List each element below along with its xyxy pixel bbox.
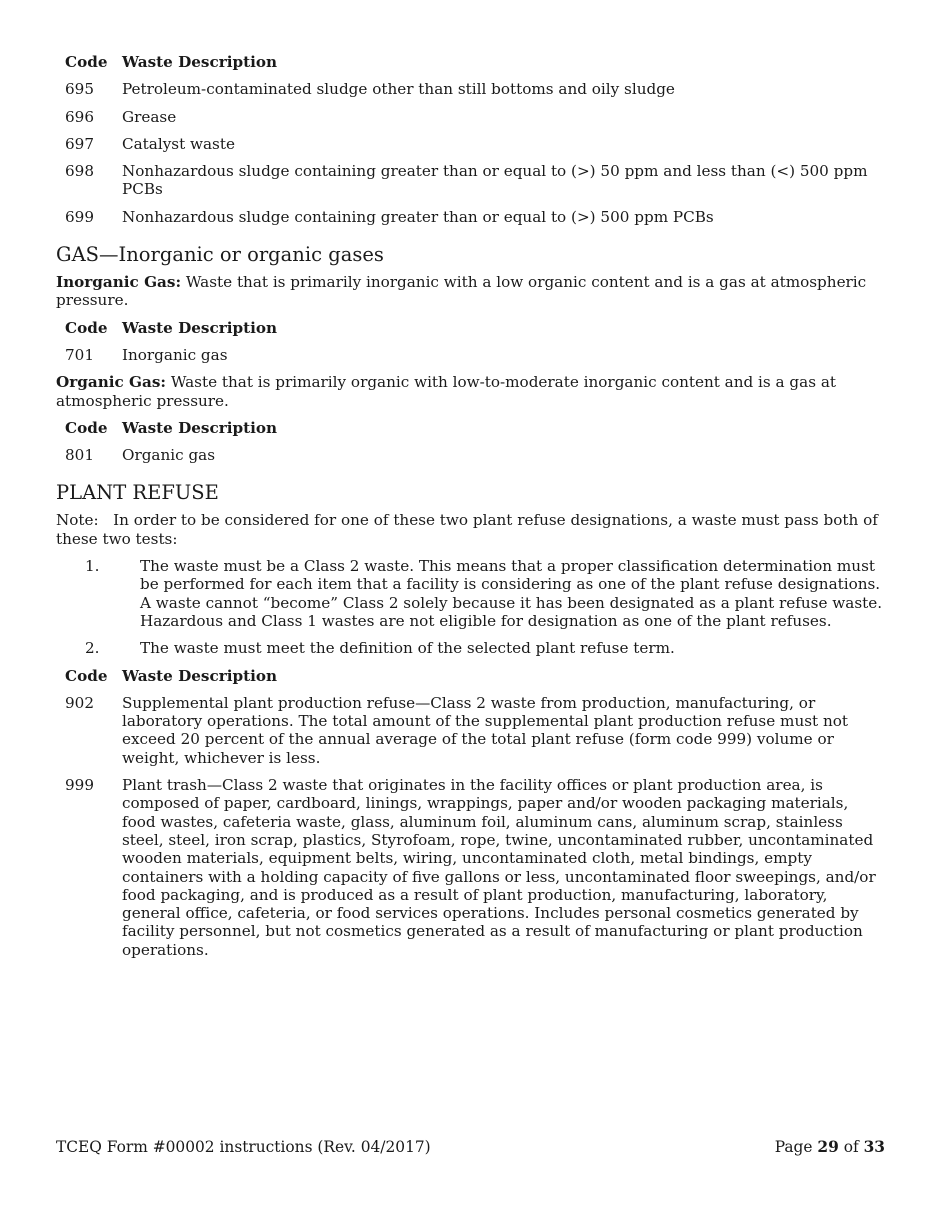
list-item (56, 639, 886, 657)
waste-description: Supplemental plant production refuse—Class 2 waste from production, manufacturing, or laboratory operations. The total amount of the supplemental plant production refuse must not exceed 20 percent of the annual average of the total plant refuse (form code 999) volume or weight, whichever is less. (122, 693, 848, 767)
code-column-header: Code (65, 53, 108, 71)
waste-description: Grease (122, 107, 177, 126)
table-row (56, 108, 886, 126)
gas-section-heading: GAS—Inorganic or organic gases (56, 243, 384, 267)
table-row (56, 208, 886, 226)
waste-code: 695 (65, 80, 94, 99)
table-row (56, 446, 886, 464)
table-row (56, 694, 886, 767)
waste-description: Plant trash—Class 2 waste that originates in the facility offices or plant production area, is composed of paper, cardboard, linings, wrappings, paper and/or wooden packaging materials, food wastes, cafeteria waste, glass, aluminum foil, aluminum cans, aluminum scrap, stainless steel, steel, iron scrap, plastics, Styrofoam, rope, twine, uncontaminated rubber, uncontaminated wooden materials, equipment belts, wiring, uncontaminated cloth, metal bindings, empty containers with a holding capacity of five gallons or less, uncontaminated floor sweepings, and/or food packaging, and is produced as a result of plant production, manufacturing, laboratory, general office, cafeteria, or food services operations. Includes personal cosmetics generated by facility personnel, but not cosmetics generated as a result of manufacturing or plant production operations. (122, 776, 876, 959)
waste-code: 999 (65, 776, 94, 795)
total-pages: 33 (863, 1138, 885, 1156)
description-column-header: Waste Description (122, 666, 278, 685)
table-header (56, 53, 886, 71)
page-number (775, 1138, 885, 1156)
description-column-header: Waste Description (122, 318, 278, 337)
list-item-text: The waste must meet the definition of the selected plant refuse term. (140, 639, 675, 658)
waste-code: 699 (65, 207, 94, 226)
list-item-number: 2. (85, 639, 100, 658)
waste-code: 696 (65, 107, 94, 126)
page-word: Page (774, 1138, 818, 1156)
table-row (56, 776, 886, 959)
waste-description: Nonhazardous sludge containing greater than or equal to (>) 500 ppm PCBs (122, 207, 714, 226)
waste-description: Petroleum-contaminated sludge other than still bottoms and oily sludge (122, 80, 675, 99)
waste-description: Catalyst waste (122, 134, 235, 153)
code-column-header: Code (65, 418, 108, 437)
inorganic-gas-definition (56, 273, 886, 310)
of-word: of (838, 1138, 864, 1156)
document-page (56, 53, 886, 968)
table-row (56, 80, 886, 98)
waste-code: 902 (65, 693, 94, 712)
code-column-header: Code (65, 666, 108, 685)
waste-description: Organic gas (122, 446, 216, 465)
page-footer (56, 1138, 885, 1156)
plant-refuse-tests-list (56, 557, 886, 657)
waste-code: 697 (65, 134, 94, 153)
list-item-text: The waste must be a Class 2 waste. This means that a proper classification determination must be performed for each item that a facility is considering as one of the plant refuse designations. A waste cannot “become” Class 2 solely because it has been designated as a plant refuse waste. Hazardous and Class 1 wastes are not eligible for designation as one of the plant refuses. (140, 557, 883, 630)
list-item-number: 1. (85, 557, 100, 576)
table-header (56, 319, 886, 337)
table-row (56, 135, 886, 153)
waste-code: 698 (65, 162, 94, 181)
table-row (56, 346, 886, 364)
organic-gas-label: Organic Gas: (56, 373, 167, 392)
list-item (56, 557, 886, 630)
form-identifier: TCEQ Form #00002 instructions (Rev. 04/2017) (56, 1138, 431, 1156)
current-page: 29 (817, 1138, 839, 1156)
organic-gas-text: Waste that is primarily organic with low-to-moderate inorganic content and is a gas at atmospheric pressure. (56, 373, 836, 410)
table-header (56, 667, 886, 685)
inorganic-gas-label: Inorganic Gas: (56, 273, 182, 292)
waste-description: Nonhazardous sludge containing greater than or equal to (>) 50 ppm and less than (<) 500 ppm PCBs (122, 162, 868, 199)
code-column-header: Code (65, 318, 108, 337)
waste-code: 801 (65, 446, 94, 465)
table-header (56, 419, 886, 437)
plant-refuse-note: Note: In order to be considered for one of these two plant refuse designations, a waste must pass both of these two tests: (56, 511, 883, 548)
table-row (56, 162, 886, 199)
description-column-header: Waste Description (122, 53, 278, 71)
waste-code: 701 (65, 345, 94, 364)
description-column-header: Waste Description (122, 418, 278, 437)
waste-description: Inorganic gas (122, 345, 228, 364)
organic-gas-definition (56, 373, 886, 410)
inorganic-gas-text: Waste that is primarily inorganic with a low organic content and is a gas at atmospheric pressure. (56, 273, 867, 310)
plant-refuse-heading: PLANT REFUSE (56, 481, 219, 505)
